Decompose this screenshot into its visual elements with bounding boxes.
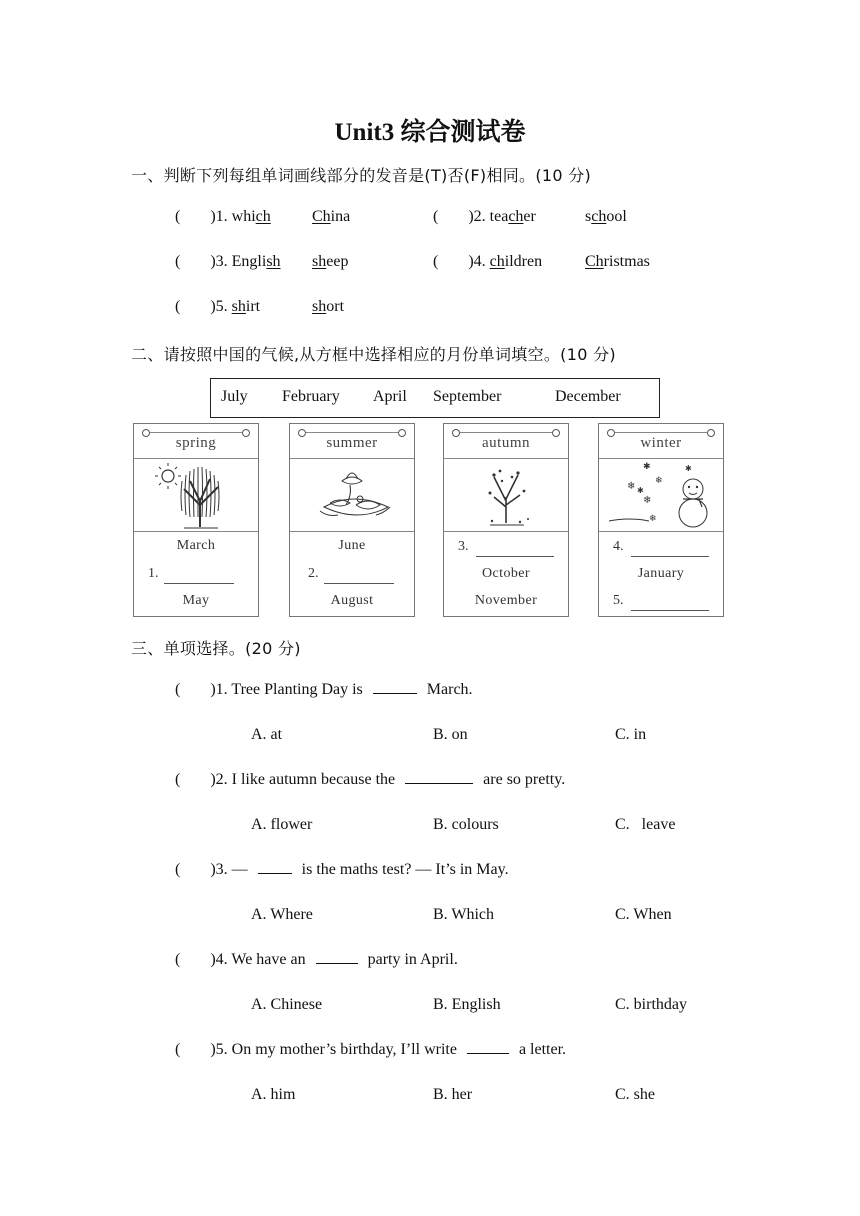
season-card-summer: summer June 2. August (289, 423, 415, 617)
blank-5[interactable] (631, 610, 709, 611)
answer-blank[interactable] (258, 872, 292, 874)
option-a[interactable]: A. flower (251, 816, 313, 833)
s1-item-2-word2: school (585, 208, 627, 225)
word-option: July (221, 388, 248, 405)
s1-item-4[interactable]: ( )4. children (433, 253, 543, 270)
s1-item-1[interactable]: ( )1. which (175, 208, 271, 225)
word-option: September (433, 388, 502, 405)
word-option: April (373, 388, 407, 405)
svg-text:✱: ✱ (637, 486, 644, 495)
willow-tree-sun-picture (134, 459, 258, 531)
month-label: October (482, 566, 530, 581)
s1-item-3-word2: sheep (312, 253, 349, 270)
blank-4[interactable] (631, 556, 709, 557)
svg-text:✱: ✱ (685, 464, 692, 473)
option-a[interactable]: A. Chinese (251, 996, 323, 1013)
s1-item-5[interactable]: ( )5. shirt (175, 298, 261, 315)
season-label: autumn (444, 424, 568, 459)
word-option: February (282, 388, 340, 405)
s1-item-4-word2: Christmas (585, 253, 650, 270)
s1-item-3[interactable]: ( )3. English (175, 253, 281, 270)
word-box (210, 378, 660, 418)
option-a[interactable]: A. him (251, 1086, 296, 1103)
option-b[interactable]: B. colours (433, 816, 499, 833)
option-c[interactable]: C. When (615, 906, 672, 923)
svg-text:❄: ❄ (643, 495, 652, 506)
mc-question-2: ( )2. I like autumn because the are so pretty. (175, 771, 566, 788)
option-b[interactable]: B. English (433, 996, 501, 1013)
option-b[interactable]: B. her (433, 1086, 473, 1103)
page-title: Unit3 综合测试卷 (334, 119, 526, 146)
season-label: spring (134, 424, 258, 459)
season-label: winter (599, 424, 723, 459)
option-a[interactable]: A. at (251, 726, 283, 743)
season-card-spring: spring March 1. May (133, 423, 259, 617)
month-label: March (176, 538, 216, 553)
lotus-pond-picture (290, 459, 414, 531)
s1-item-1-word2: China (312, 208, 351, 225)
answer-blank[interactable] (316, 962, 358, 964)
word-option: December (555, 388, 621, 405)
section3-heading: 三、单项选择。(20 分) (131, 639, 301, 658)
mc-question-4: ( )4. We have an party in April. (175, 951, 458, 968)
option-c[interactable]: C. leave (615, 816, 676, 833)
option-b[interactable]: B. on (433, 726, 468, 743)
answer-blank[interactable] (467, 1052, 509, 1054)
option-a[interactable]: A. Where (251, 906, 313, 923)
blank-1[interactable] (164, 583, 234, 584)
mc-question-3: ( )3. — is the maths test? — It’s in May. (175, 861, 509, 878)
option-b[interactable]: B. Which (433, 906, 495, 923)
season-card-autumn: autumn 3. October November (443, 423, 569, 617)
option-c[interactable]: C. birthday (615, 996, 687, 1013)
mc-question-5: ( )5. On my mother’s birthday, I’ll write a letter. (175, 1041, 567, 1058)
section2-heading: 二、请按照中国的气候,从方框中选择相应的月份单词填空。(10 分) (131, 345, 616, 364)
option-c[interactable]: C. in (615, 726, 647, 743)
svg-text:❄: ❄ (649, 513, 657, 523)
month-label: May (182, 593, 210, 608)
blank-2[interactable] (324, 583, 394, 584)
svg-text:✱: ✱ (643, 461, 651, 471)
snowman-picture (599, 459, 723, 531)
autumn-tree-picture (444, 459, 568, 531)
season-label: summer (290, 424, 414, 459)
s1-item-2[interactable]: ( )2. teacher (433, 208, 536, 225)
s1-item-5-word2: short (312, 298, 345, 315)
answer-blank[interactable] (405, 782, 473, 784)
month-label: June (338, 538, 366, 553)
month-label: August (330, 593, 374, 608)
month-label: January (637, 566, 685, 581)
option-c[interactable]: C. she (615, 1086, 655, 1103)
blank-3[interactable] (476, 556, 554, 557)
svg-text:❄: ❄ (627, 481, 636, 492)
answer-blank[interactable] (373, 692, 417, 694)
month-label: November (474, 593, 538, 608)
svg-text:❄: ❄ (655, 475, 663, 485)
mc-question-1: ( )1. Tree Planting Day is March. (175, 681, 473, 698)
section1-heading: 一、判断下列每组单词画线部分的发音是(T)否(F)相同。(10 分) (131, 166, 592, 185)
season-card-winter: winter ✱ ❄ ❄ ❄ ✱ ❄ ✱ 4. January 5. (598, 423, 724, 617)
